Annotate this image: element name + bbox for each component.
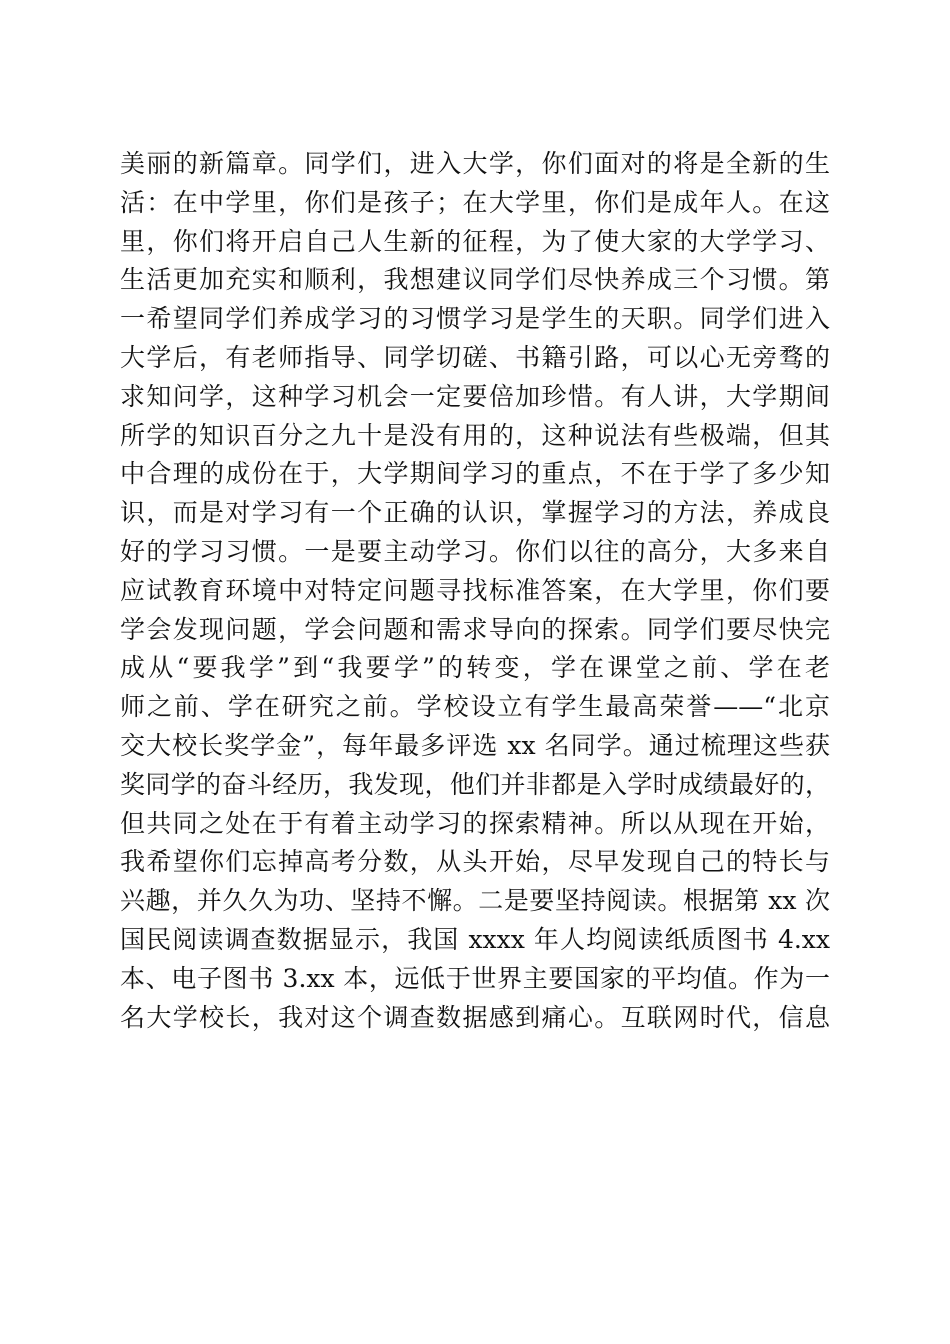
text-line-21: 国民阅读调查数据显示，我国 xxxx 年人均阅读纸质图书 4.xx: [120, 924, 830, 954]
text-line-6: 大学后，有老师指导、同学切磋、书籍引路，可以心无旁骛的: [120, 342, 830, 372]
text-line-20: 兴趣，并久久为功、坚持不懈。二是要坚持阅读。根据第 xx 次: [120, 886, 830, 916]
text-line-18: 但共同之处在于有着主动学习的探索精神。所以从现在开始，: [120, 808, 830, 838]
text-line-13: 学会发现问题，学会问题和需求导向的探索。同学们要尽快完: [120, 614, 830, 644]
text-line-12: 应试教育环境中对特定问题寻找标准答案，在大学里，你们要: [120, 575, 830, 605]
text-line-22: 本、电子图书 3.xx 本，远低于世界主要国家的平均值。作为一: [120, 963, 830, 993]
text-line-5: 一希望同学们养成学习的习惯学习是学生的天职。同学们进入: [120, 304, 830, 334]
text-line-14: 成从“要我学”到“我要学”的转变，学在课堂之前、学在老: [120, 653, 830, 683]
text-line-10: 识，而是对学习有一个正确的认识，掌握学习的方法，养成良: [120, 498, 830, 528]
text-line-4: 生活更加充实和顺利，我想建议同学们尽快养成三个习惯。第: [120, 265, 830, 295]
text-line-7: 求知问学，这种学习机会一定要倍加珍惜。有人讲，大学期间: [120, 381, 830, 411]
text-line-3: 里，你们将开启自己人生新的征程，为了使大家的大学学习、: [120, 226, 830, 256]
body-text: [120, 145, 830, 1037]
text-line-16: 交大校长奖学金”，每年最多评选 xx 名同学。通过梳理这些获: [120, 730, 830, 760]
text-line-11: 好的学习习惯。一是要主动学习。你们以往的高分，大多来自: [120, 536, 830, 566]
text-line-17: 奖同学的奋斗经历，我发现，他们并非都是入学时成绩最好的，: [120, 769, 830, 799]
text-line-8: 所学的知识百分之九十是没有用的，这种说法有些极端，但其: [120, 420, 830, 450]
text-line-2: 活：在中学里，你们是孩子；在大学里，你们是成年人。在这: [120, 187, 830, 217]
text-line-1: 美丽的新篇章。同学们，进入大学，你们面对的将是全新的生: [120, 149, 830, 178]
text-line-9: 中合理的成份在于，大学期间学习的重点，不在于学了多少知: [120, 459, 830, 489]
text-line-15: 师之前、学在研究之前。学校设立有学生最高荣誉——“北京: [120, 692, 830, 722]
text-line-23: 名大学校长，我对这个调查数据感到痛心。互联网时代，信息: [120, 1002, 830, 1032]
text-line-19: 我希望你们忘掉高考分数，从头开始，尽早发现自己的特长与: [120, 847, 830, 877]
